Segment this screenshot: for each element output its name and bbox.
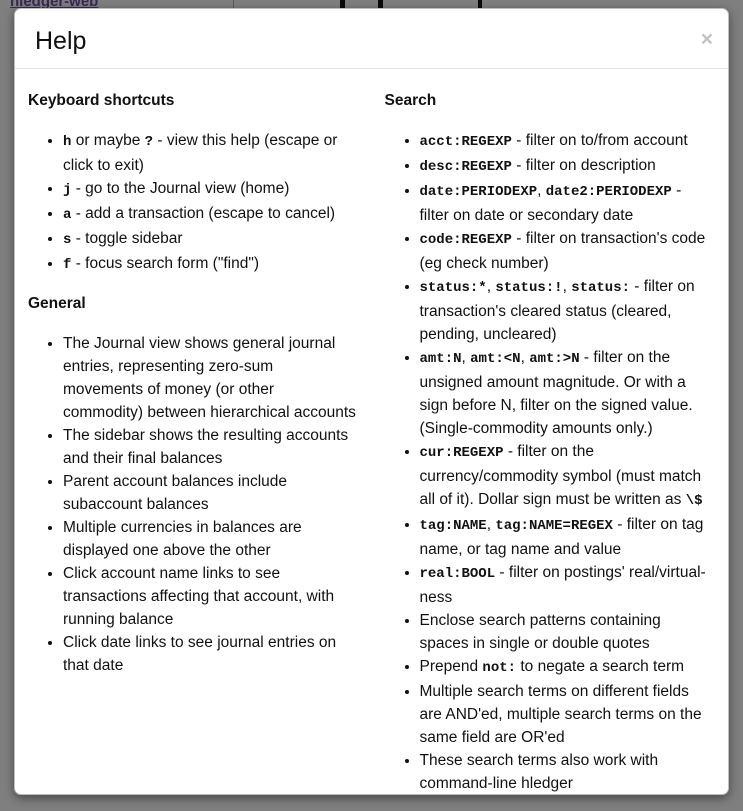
code-token: amt:N bbox=[419, 351, 462, 367]
code-token: status:* bbox=[419, 280, 487, 296]
left-column bbox=[15, 69, 372, 697]
list-item: • desc:REGEXP - filter on description bbox=[420, 154, 715, 179]
code-token: ? bbox=[144, 134, 154, 150]
code-token: real:BOOL bbox=[419, 566, 496, 582]
code-token: code:REGEXP bbox=[419, 232, 512, 248]
code-token: desc:REGEXP bbox=[419, 159, 512, 175]
list-item: • Click date links to see journal entries on that date bbox=[63, 631, 358, 677]
list-item: • Enclose search patterns containing spaces in single or double quotes bbox=[420, 609, 715, 655]
list-item: • Multiple currencies in balances are displayed one above the other bbox=[63, 516, 358, 562]
modal-title: Help bbox=[35, 27, 87, 55]
list-item: • Click account name links to see transactions affecting that account, with running balance bbox=[63, 562, 358, 631]
search-list bbox=[385, 129, 715, 795]
list-item: • Prepend not: to negate a search term bbox=[420, 655, 715, 680]
modal-body bbox=[15, 69, 728, 795]
list-item: • The sidebar shows the resulting accounts and their final balances bbox=[63, 424, 358, 470]
list-item: • Multiple search terms on different fields are AND'ed, multiple search terms on the same field are OR'ed bbox=[420, 680, 715, 749]
list-item: • acct:REGEXP - filter on to/from account bbox=[420, 129, 715, 154]
list-item: • Parent account balances include subaccount balances bbox=[63, 470, 358, 516]
list-item: • s - toggle sidebar bbox=[63, 227, 358, 252]
code-token: status:! bbox=[495, 280, 563, 296]
code-token: amt:<N bbox=[470, 351, 521, 367]
code-token: date:PERIODEXP bbox=[419, 184, 538, 200]
list-item: • code:REGEXP - filter on transaction's code (eg check number) bbox=[420, 227, 715, 275]
code-token: acct:REGEXP bbox=[419, 134, 512, 150]
code-token: status: bbox=[571, 280, 630, 296]
list-item: • h or maybe ? - view this help (escape or click to exit) bbox=[63, 129, 358, 177]
list-item: • cur:REGEXP - filter on the currency/commodity symbol (must match all of it). Dollar sign must be written as \$ bbox=[420, 440, 715, 513]
code-token: s bbox=[63, 232, 72, 248]
code-token: tag:NAME bbox=[419, 518, 487, 534]
code-token: cur:REGEXP bbox=[419, 445, 504, 461]
code-token: \$ bbox=[685, 493, 703, 509]
code-token: j bbox=[63, 182, 72, 198]
list-item: • status:*, status:!, status: - filter on transaction's cleared status (cleared, pending, uncleared) bbox=[420, 275, 715, 346]
code-token: tag:NAME=REGEX bbox=[495, 518, 613, 534]
help-modal bbox=[14, 8, 729, 795]
modal-header bbox=[15, 9, 728, 69]
list-item: • tag:NAME, tag:NAME=REGEX - filter on tag name, or tag name and value bbox=[420, 513, 715, 561]
code-token: not: bbox=[482, 660, 517, 676]
section-heading-keyboard-shortcuts: Keyboard shortcuts bbox=[28, 92, 175, 109]
list-item: • f - focus search form ("find") bbox=[63, 252, 358, 277]
code-token: h bbox=[63, 134, 72, 150]
code-token: f bbox=[63, 257, 72, 273]
keyboard-shortcuts-list bbox=[28, 129, 358, 277]
list-item: • date:PERIODEXP, date2:PERIODEXP - filter on date or secondary date bbox=[420, 179, 715, 227]
section-heading-general: General bbox=[28, 295, 86, 312]
right-column bbox=[372, 69, 729, 795]
list-item: • a - add a transaction (escape to cancel) bbox=[63, 202, 358, 227]
list-item: • amt:N, amt:<N, amt:>N - filter on the unsigned amount magnitude. Or with a sign before N, filter on the signed value. (Single-commodity amounts only.) bbox=[420, 346, 715, 440]
code-token: amt:>N bbox=[529, 351, 580, 367]
list-item: • real:BOOL - filter on postings' real/virtual-ness bbox=[420, 561, 715, 609]
list-item: • These search terms also work with command-line hledger bbox=[420, 749, 715, 795]
section-heading-search: Search bbox=[384, 92, 437, 109]
list-item: • The Journal view shows general journal entries, representing zero-sum movements of money (or other commodity) between hierarchical accounts bbox=[63, 332, 358, 424]
close-icon[interactable]: × bbox=[700, 28, 713, 51]
code-token: a bbox=[63, 207, 72, 223]
list-item: • j - go to the Journal view (home) bbox=[63, 177, 358, 202]
code-token: date2:PERIODEXP bbox=[545, 184, 672, 200]
general-list bbox=[28, 332, 358, 677]
